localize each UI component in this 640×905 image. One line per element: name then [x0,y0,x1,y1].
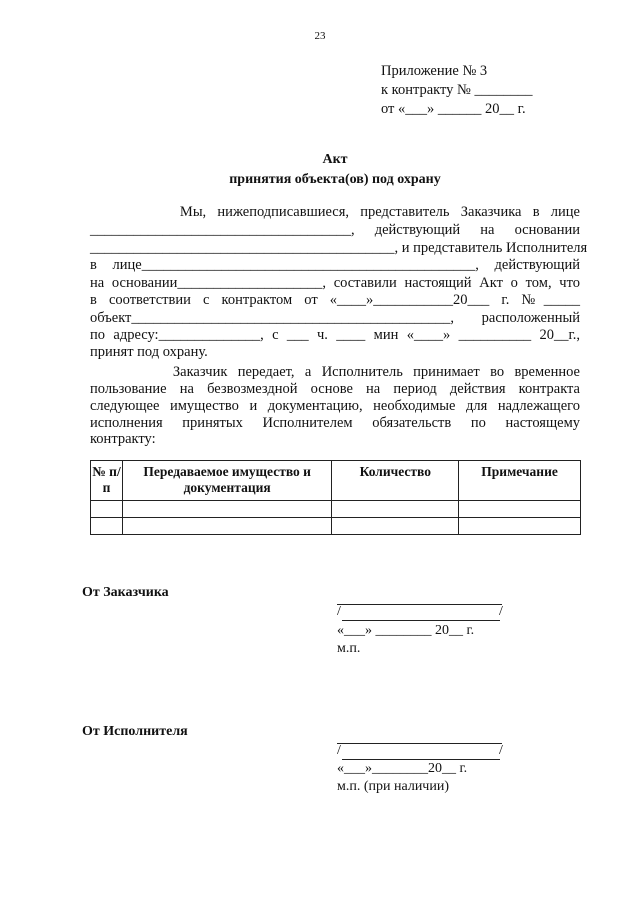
appendix-number: Приложение № 3 [381,63,488,79]
customer-signature-label: От Заказчика [82,585,169,600]
paragraph-line-last: контракту: [90,431,156,447]
table-cell[interactable] [122,518,331,535]
paragraph-line: на основании____________________, составили настоящий Акт о том, что [90,275,580,291]
table-cell[interactable] [91,518,123,535]
paragraph-line: в соответствии с контрактом от «____»___________20___ г. №_____ [90,292,580,308]
paragraph-line: исполнения принятых Исполнителем обязательств по настоящему [90,415,580,431]
paragraph-line-last: принят под охрану. [90,344,208,360]
table-cell[interactable] [122,501,331,518]
appendix-contract: к контракту № ________ [381,82,533,98]
table-cell[interactable] [332,501,459,518]
table-header-row [91,461,581,501]
customer-name-line[interactable] [342,620,500,621]
column-header-quantity: Количество [332,461,459,501]
column-header-property: Передаваемое имущество и документация [122,461,331,501]
executor-stamp: м.п. (при наличии) [337,779,449,794]
customer-name-slash-end: / [499,604,503,619]
paragraph-line: Заказчик передает, а Исполнитель принимает во временное [90,364,580,380]
document-subtitle: принятия объекта(ов) под охрану [229,172,441,187]
table-row [91,501,581,518]
executor-signature-line[interactable] [337,743,502,744]
paragraph-line: в лице______________________________________________, действующий [90,257,580,273]
table-cell[interactable] [332,518,459,535]
document-title: Акт [322,152,348,167]
paragraph-line: объект____________________________________________, расположенный [90,310,580,326]
paragraph-line: Мы, нижеподписавшиеся, представитель Заказчика в лице [90,204,580,220]
paragraph-line: следующее имущество и документацию, необходимые для надлежащего [90,398,580,414]
table-cell[interactable] [91,501,123,518]
appendix-date: от «___» ______ 20__ г. [381,101,526,117]
paragraph-line: по адресу:______________, с ___ ч. ____ мин «____» __________ 20__г., [90,327,580,343]
executor-name-slash-end: / [499,743,503,758]
customer-signature-line[interactable] [337,604,502,605]
table-row [91,518,581,535]
paragraph-line: пользование на безвозмездной основе на период действия контракта [90,381,580,397]
executor-name-slash-start: / [337,743,341,758]
paragraph-line: ____________________________________, действующий на основании [90,222,580,238]
executor-signature-label: От Исполнителя [82,724,188,739]
table-cell[interactable] [459,501,581,518]
column-header-note: Примечание [459,461,581,501]
table-cell[interactable] [459,518,581,535]
executor-date[interactable]: «___»________20__ г. [337,761,468,776]
property-table [90,460,581,535]
paragraph-line: __________________________________________, и представитель Исполнителя [90,240,588,256]
customer-date[interactable]: «___» ________ 20__ г. [337,623,475,638]
customer-stamp: м.п. [337,641,361,656]
customer-name-slash-start: / [337,604,341,619]
page-number: 23 [314,30,326,42]
appendix-block [381,62,533,119]
column-header-number: № п/п [91,461,123,501]
